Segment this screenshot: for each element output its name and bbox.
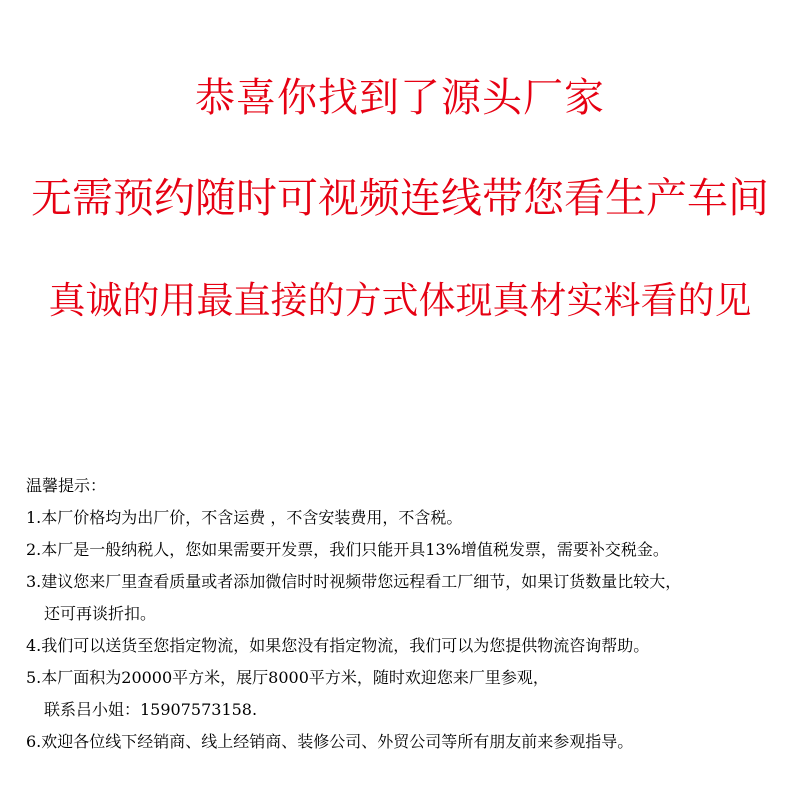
notice-item-contact: 联系吕小姐：15907573158.	[44, 700, 258, 719]
notice-item-price: 1.本厂价格均为出厂价，不含运费 ，不含安装费用，不含税。	[26, 508, 463, 527]
notice-item-welcome: 6.欢迎各位线下经销商、线上经销商、装修公司、外贸公司等所有朋友前来参观指导。	[26, 732, 634, 751]
notice-item-shipping: 4.我们可以送货至您指定物流，如果您没有指定物流，我们可以为您提供物流咨询帮助。	[26, 636, 650, 655]
headline-video-tour: 无需预约随时可视频连线带您看生产车间	[31, 174, 769, 222]
notice-item-invoice: 2.本厂是一般纳税人，您如果需要开发票，我们只能开具13%增值税发票，需要补交税金。	[26, 540, 669, 559]
notice-section	[26, 470, 786, 758]
notice-item-inspection: 3.建议您来厂里查看质量或者添加微信时时视频带您远程看工厂细节，如果订货数量比较大，	[26, 572, 682, 591]
notice-item-factory-area: 5.本厂面积为20000平方米，展厅8000平方米，随时欢迎您来厂里参观，	[26, 668, 549, 687]
headline-found-source-factory: 恭喜你找到了源头厂家	[195, 75, 605, 121]
notice-item-inspection-continued: 还可再谈折扣。	[44, 604, 157, 623]
headline-genuine-materials: 真诚的用最直接的方式体现真材实料看的见	[48, 279, 752, 322]
notice-title: 温馨提示：	[26, 476, 107, 495]
